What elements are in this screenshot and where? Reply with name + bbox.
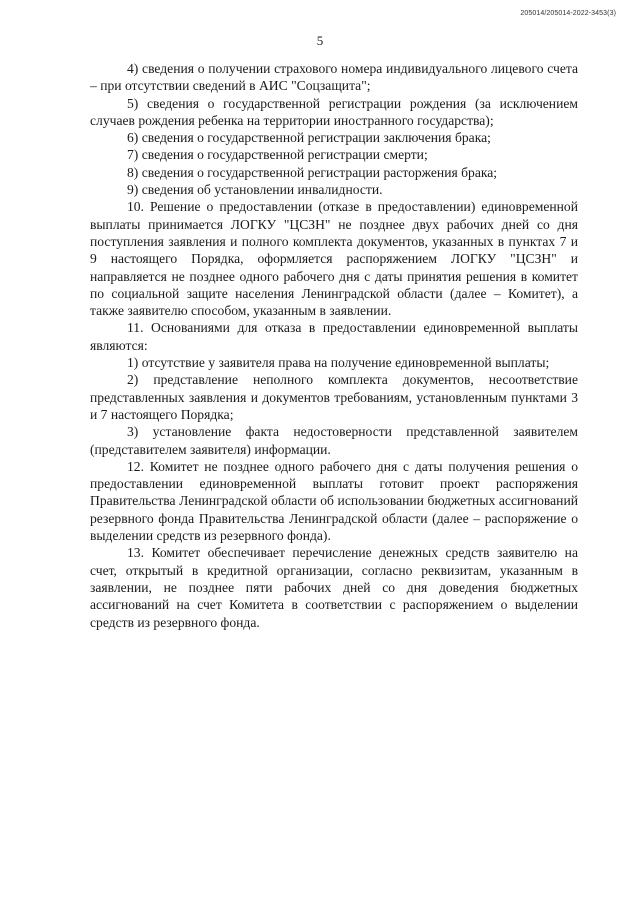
paragraph-clause-12: 12. Комитет не позднее одного рабочего дня с даты получения решения о предоставлении единовременной выплаты готовит проект распоряжения Правительства Ленинградской области об использовании бюджетных ассигнований резервного фонда Правительства Ленинградской области (далее – распоряжение о выделении средств из резервного фонда). bbox=[90, 458, 578, 544]
document-id: 205014/205014-2022-3453(3) bbox=[520, 10, 616, 17]
page-number: 5 bbox=[316, 33, 324, 48]
paragraph-item-7: 7) сведения о государственной регистрации смерти; bbox=[127, 147, 428, 163]
paragraph-clause-11-item-1: 1) отсутствие у заявителя права на получение единовременной выплаты; bbox=[127, 355, 550, 371]
paragraph-clause-11-item-3: 3) установление факта недостоверности представленной заявителем (представителем заявителя) информации. bbox=[90, 424, 578, 457]
paragraph-clause-10: 10. Решение о предоставлении (отказе в предоставлении) единовременной выплаты принимается ЛОГКУ "ЦСЗН" не позднее двух рабочих дней со дня поступления заявления и полного комплекта документов, указанных в пунктах 7 и 9 настоящего Порядка, оформляется распоряжением ЛОГКУ "ЦСЗН" и направляется не позднее одного рабочего дня с даты принятия решения в комитет по социальной защите населения Ленинградской области (далее – Комитет), а также заявителю способом, указанным в заявлении. bbox=[90, 199, 578, 319]
paragraph-item-5: 5) сведения о государственной регистрации рождения (за исключением случаев рождения ребенка на территории иностранного государства); bbox=[90, 95, 578, 128]
document-body bbox=[90, 60, 578, 631]
paragraph-item-9: 9) сведения об установлении инвалидности. bbox=[127, 182, 383, 198]
paragraph-clause-13: 13. Комитет обеспечивает перечисление денежных средств заявителю на счет, открытый в кредитной организации, согласно реквизитам, указанным в заявлении, не позднее пяти рабочих дней со дня доведения бюджетных ассигнований на счет Комитета в соответствии с распоряжением о выделении средств из резервного фонда. bbox=[90, 545, 578, 630]
paragraph-item-8: 8) сведения о государственной регистрации расторжения брака; bbox=[127, 164, 498, 180]
paragraph-clause-11-item-2: 2) представление неполного комплекта документов, несоответствие представленных заявления и документов требованиям, установленным пунктами 3 и 7 настоящего Порядка; bbox=[90, 372, 578, 422]
paragraph-clause-11: 11. Основаниями для отказа в предоставлении единовременной выплаты являются: bbox=[90, 320, 578, 353]
paragraph-item-4: 4) сведения о получении страхового номера индивидуального лицевого счета – при отсутствии сведений в АИС "Соцзащита"; bbox=[90, 61, 578, 94]
paragraph-item-6: 6) сведения о государственной регистрации заключения брака; bbox=[127, 130, 491, 146]
